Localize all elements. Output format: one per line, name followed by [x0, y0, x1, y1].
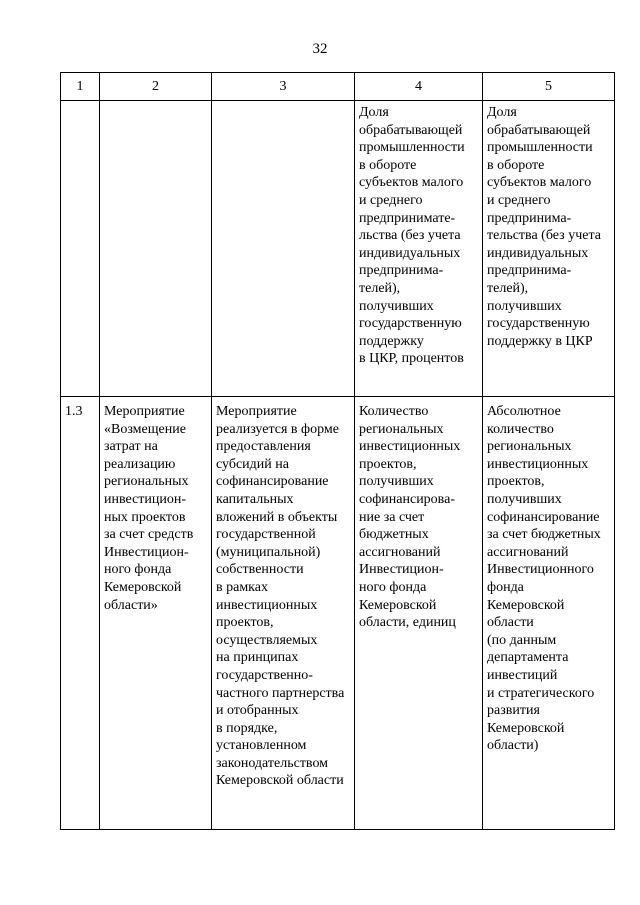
indicator-name-cell: Доля обрабатывающей промышленности в обороте субъектов малого и среднего предпринимате- льства (без учета индивидуальных предпринима- телей), получивших государственную поддержку в ЦКР, процентов: [355, 101, 483, 397]
program-table: [60, 72, 615, 830]
header-cell-5: 5: [483, 73, 615, 101]
row-number-cell: 1.3: [61, 397, 100, 830]
table-row: [61, 397, 615, 830]
page-number: 32: [312, 41, 328, 57]
event-description-cell: [212, 101, 355, 397]
table-header-row: [61, 73, 615, 101]
event-description-cell: Мероприятие реализуется в форме предоставления субсидий на софинансирование капитальных вложений в объекты государственной (муниципальной) собственности в рамках инвестиционных проектов, осуществляемых на принципах государственно- частного партнерства и отобранных в порядке, установленном законодательством Кемеровской области: [212, 397, 355, 830]
table-row: [61, 101, 615, 397]
header-cell-3: 3: [212, 73, 355, 101]
calculation-method-cell: Абсолютное количество региональных инвестиционных проектов, получивших софинансирование за счет бюджетных ассигнований Инвестиционного фонда Кемеровской области (по данным департамента инвестиций и стратегического развития Кемеровской области): [483, 397, 615, 830]
header-cell-2: 2: [100, 73, 212, 101]
event-name-cell: [100, 101, 212, 397]
header-cell-4: 4: [355, 73, 483, 101]
calculation-method-cell: Доля обрабатывающей промышленности в обороте субъектов малого и среднего предпринима- тельства (без учета индивидуальных предпринима- телей), получивших государственную поддержку в ЦКР: [483, 101, 615, 397]
header-cell-1: 1: [61, 73, 100, 101]
indicator-name-cell: Количество региональных инвестиционных проектов, получивших софинансирова- ние за счет бюджетных ассигнований Инвестицион- ного фонда Кемеровской области, единиц: [355, 397, 483, 830]
row-number-cell: [61, 101, 100, 397]
event-name-cell: Мероприятие «Возмещение затрат на реализацию региональных инвестицион- ных проектов за счет средств Инвестицион- ного фонда Кемеровской области»: [100, 397, 212, 830]
